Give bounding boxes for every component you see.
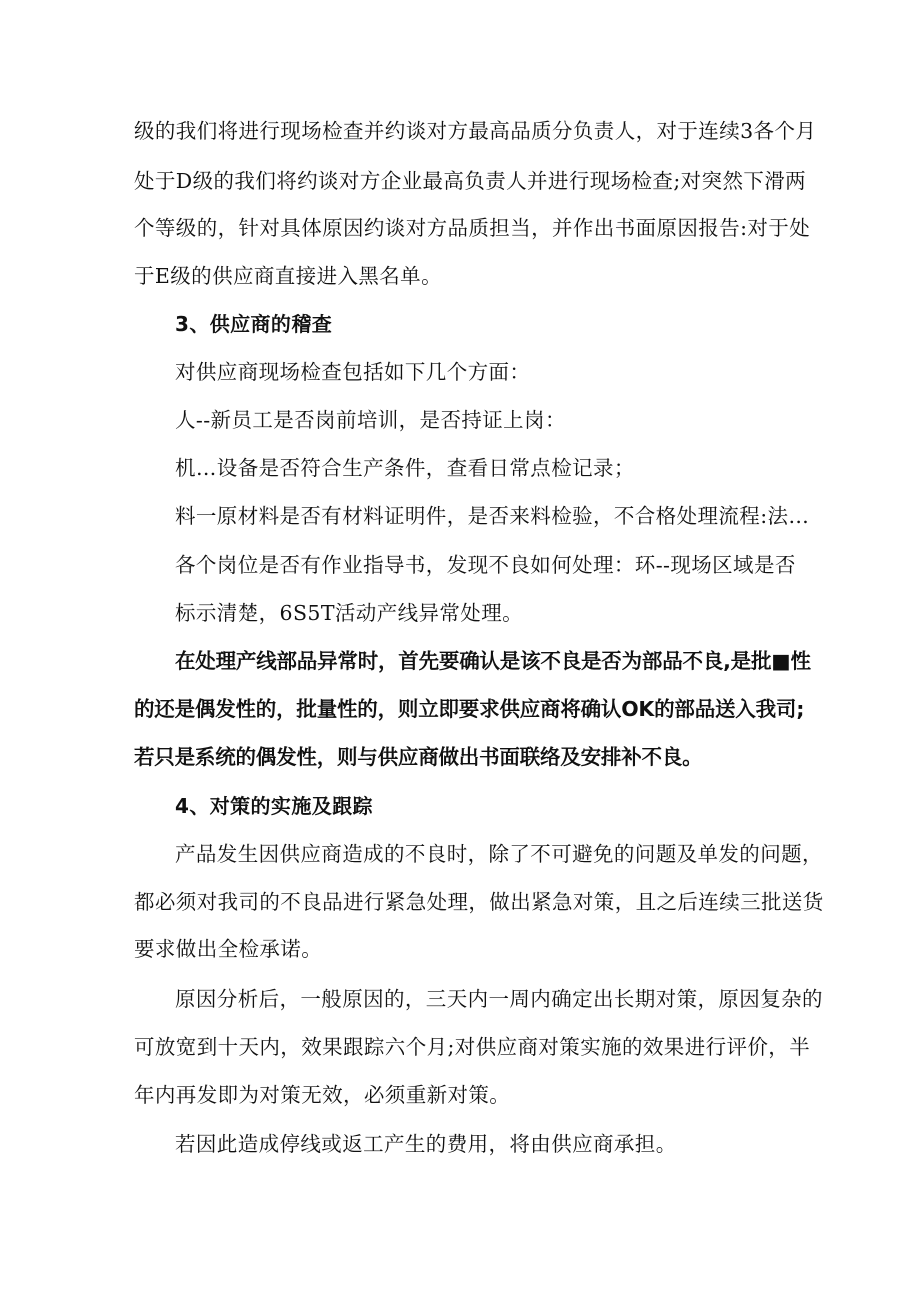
inspection-item: 机…设备是否符合生产条件，查看日常点检记录；	[175, 456, 635, 480]
paragraph-line: 处于D级的我们将约谈对方企业最高负责人并进行现场检查;对突然下滑两	[134, 169, 807, 193]
section-3-intro: 对供应商现场检查包括如下几个方面：	[175, 360, 531, 384]
paragraph-line: 级的我们将进行现场检查并约谈对方最高品质分负责人，对于连续3各个月	[134, 119, 817, 143]
paragraph-line: 若因此造成停线或返工产生的费用，将由供应商承担。	[175, 1132, 677, 1156]
paragraph-line: 于E级的供应商直接进入黑名单。	[134, 264, 442, 288]
bold-paragraph-line: 若只是系统的偶发性，则与供应商做出书面联络及安排补不良。	[134, 745, 703, 769]
paragraph-line: 可放宽到十天内，效果跟踪六个月;对供应商对策实施的效果进行评价，半	[134, 1035, 811, 1059]
paragraph-line: 个等级的，针对具体原因约谈对方品质担当，并作出书面原因报告:对于处	[134, 216, 811, 240]
paragraph-line: 要求做出全检承诺。	[134, 937, 323, 961]
paragraph-line: 年内再发即为对策无效，必须重新对策。	[134, 1083, 511, 1107]
paragraph-line: 产品发生因供应商造成的不良时，除了不可避免的问题及单发的问题，	[175, 842, 823, 866]
paragraph-line: 原因分析后，一般原因的，三天内一周内确定出长期对策，原因复杂的	[175, 987, 823, 1011]
section-4-heading: 4、对策的实施及跟踪	[175, 794, 373, 818]
bold-paragraph-line: 的还是偶发性的，批量性的，则立即要求供应商将确认OK的部品送入我司;	[134, 697, 805, 721]
inspection-item: 标示清楚，6S5T活动产线异常处理。	[175, 601, 524, 625]
bold-paragraph-line: 在处理产线部品异常时，首先要确认是该不良是否为部品不良,是批■性	[175, 649, 811, 673]
section-3-heading: 3、供应商的稽查	[175, 312, 333, 336]
inspection-item: 各个岗位是否有作业指导书，发现不良如何处理：环--现场区域是否	[175, 553, 796, 577]
inspection-item: 人--新员工是否岗前培训，是否持证上岗：	[175, 408, 566, 432]
paragraph-line: 都必须对我司的不良品进行紧急处理，做出紧急对策，且之后连续三批送货	[134, 890, 824, 914]
inspection-item: 料一原材料是否有材料证明件，是否来料检验，不合格处理流程:法…	[175, 504, 810, 528]
